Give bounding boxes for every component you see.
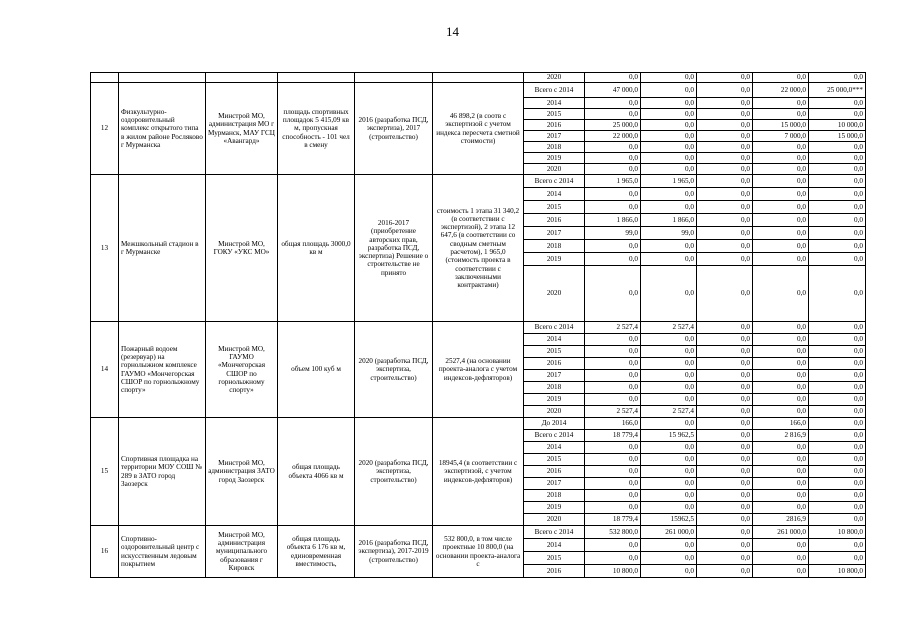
- value-cell: 0,0: [753, 253, 809, 266]
- empty-cell: [433, 73, 524, 83]
- value-cell: 0,0: [809, 370, 866, 382]
- value-cell: 0,0: [585, 164, 641, 175]
- value-cell: 0,0: [641, 266, 697, 322]
- value-cell: 0,0: [753, 454, 809, 466]
- year-cell: 2016: [524, 466, 585, 478]
- value-cell: 0,0: [809, 478, 866, 490]
- value-cell: 0,0: [585, 552, 641, 565]
- value-cell: 0,0: [697, 109, 753, 120]
- object-cost: 2527,4 (на основании проекта-аналога с учетом индексов-дефляторов): [433, 322, 524, 418]
- value-cell: 0,0: [641, 382, 697, 394]
- value-cell: 0,0: [697, 266, 753, 322]
- value-cell: 0,0: [753, 188, 809, 201]
- value-cell: 22 000,0: [585, 131, 641, 142]
- value-cell: 0,0: [697, 334, 753, 346]
- object-number: 16: [91, 526, 119, 578]
- year-cell: 2020: [524, 514, 585, 526]
- object-name: Спортивно-оздоровительный центр с искусственным ледовым покрытием: [119, 526, 206, 578]
- value-cell: 0,0: [697, 466, 753, 478]
- value-cell: 0,0: [697, 442, 753, 454]
- value-cell: 0,0: [697, 526, 753, 539]
- table-row: [91, 322, 866, 334]
- value-cell: 0,0: [697, 514, 753, 526]
- year-cell: 2015: [524, 552, 585, 565]
- object-parameters: площадь спортивных площадок 5 415,09 кв м, пропускная способность - 101 чел в смену: [278, 83, 355, 175]
- value-cell: 0,0: [641, 454, 697, 466]
- year-cell: 2014: [524, 98, 585, 109]
- value-cell: 0,0: [753, 394, 809, 406]
- value-cell: 47 000,0: [585, 83, 641, 98]
- value-cell: 0,0: [585, 394, 641, 406]
- value-cell: 532 800,0: [585, 526, 641, 539]
- value-cell: 0,0: [697, 552, 753, 565]
- value-cell: 0,0: [809, 382, 866, 394]
- year-cell: 2020: [524, 266, 585, 322]
- value-cell: 0,0: [809, 430, 866, 442]
- year-cell: 2015: [524, 346, 585, 358]
- value-cell: 0,0: [697, 454, 753, 466]
- value-cell: 2 527,4: [585, 322, 641, 334]
- year-cell: 2020: [524, 73, 585, 83]
- value-cell: 0,0: [697, 175, 753, 188]
- value-cell: 0,0: [641, 120, 697, 131]
- value-cell: 0,0: [753, 478, 809, 490]
- value-cell: 0,0: [641, 83, 697, 98]
- value-cell: 0,0: [697, 394, 753, 406]
- value-cell: 15 000,0: [753, 120, 809, 131]
- value-cell: 0,0: [697, 322, 753, 334]
- object-cost: 18945,4 (в соответствии с экспертизой, с учетом индексов-дефляторов): [433, 418, 524, 526]
- value-cell: 0,0: [641, 394, 697, 406]
- year-cell: 2018: [524, 240, 585, 253]
- value-cell: 7 000,0: [753, 131, 809, 142]
- year-cell: Всего с 2014: [524, 526, 585, 539]
- object-number: 13: [91, 175, 119, 322]
- year-cell: 2014: [524, 188, 585, 201]
- value-cell: 0,0: [753, 214, 809, 227]
- value-cell: 0,0: [753, 442, 809, 454]
- value-cell: 0,0: [753, 502, 809, 514]
- year-cell: 2017: [524, 227, 585, 240]
- object-term: 2016 (разработка ПСД, экспертиза), 2017 (строительство): [355, 83, 433, 175]
- value-cell: 0,0: [585, 142, 641, 153]
- value-cell: 0,0: [641, 188, 697, 201]
- value-cell: 0,0: [641, 131, 697, 142]
- value-cell: 0,0: [809, 502, 866, 514]
- object-number: 15: [91, 418, 119, 526]
- empty-cell: [206, 73, 278, 83]
- value-cell: 0,0: [809, 142, 866, 153]
- value-cell: 0,0: [809, 164, 866, 175]
- value-cell: 261 000,0: [753, 526, 809, 539]
- value-cell: 0,0: [753, 164, 809, 175]
- object-customer: Минстрой МО, администрация муниципального образования г Кировск: [206, 526, 278, 578]
- value-cell: 0,0: [809, 73, 866, 83]
- value-cell: 0,0: [809, 394, 866, 406]
- value-cell: 18 779,4: [585, 514, 641, 526]
- value-cell: 0,0: [585, 466, 641, 478]
- year-cell: 2019: [524, 253, 585, 266]
- year-cell: Всего с 2014: [524, 83, 585, 98]
- value-cell: 0,0: [641, 490, 697, 502]
- year-cell: До 2014: [524, 418, 585, 430]
- value-cell: 0,0: [697, 164, 753, 175]
- object-name: Пожарный водоем (резервуар) на горнолыжном комплексе ГАУМО «Мончегорская СШОР по горнолыжному спорту»: [119, 322, 206, 418]
- object-number: 14: [91, 322, 119, 418]
- year-cell: 2019: [524, 502, 585, 514]
- value-cell: 0,0: [809, 358, 866, 370]
- value-cell: 0,0: [697, 370, 753, 382]
- year-cell: 2014: [524, 539, 585, 552]
- value-cell: 99,0: [641, 227, 697, 240]
- value-cell: 0,0: [809, 346, 866, 358]
- value-cell: 0,0: [641, 164, 697, 175]
- value-cell: 0,0: [697, 490, 753, 502]
- value-cell: 0,0: [697, 382, 753, 394]
- value-cell: 15 000,0: [809, 131, 866, 142]
- value-cell: 261 000,0: [641, 526, 697, 539]
- value-cell: 0,0: [697, 131, 753, 142]
- value-cell: 0,0: [697, 153, 753, 164]
- table-row: [91, 175, 866, 188]
- value-cell: 0,0: [753, 322, 809, 334]
- object-customer: Минстрой МО, ГАУМО «Мончегорская СШОР по горнолыжному спорту»: [206, 322, 278, 418]
- object-customer: Минстрой МО, администрация МО г Мурманск, МАУ ГСЦ «Авангард»: [206, 83, 278, 175]
- value-cell: 0,0: [641, 370, 697, 382]
- value-cell: 2816,9: [753, 514, 809, 526]
- value-cell: 0,0: [753, 109, 809, 120]
- value-cell: 0,0: [697, 430, 753, 442]
- object-parameters: общая площадь объекта 6 176 кв м, единовременная вместимость,: [278, 526, 355, 578]
- value-cell: 0,0: [585, 358, 641, 370]
- value-cell: 0,0: [697, 188, 753, 201]
- value-cell: 0,0: [585, 539, 641, 552]
- value-cell: 2 527,4: [641, 406, 697, 418]
- value-cell: 0,0: [585, 334, 641, 346]
- object-number: 12: [91, 83, 119, 175]
- value-cell: 0,0: [753, 334, 809, 346]
- year-cell: 2017: [524, 370, 585, 382]
- value-cell: 0,0: [753, 240, 809, 253]
- value-cell: 0,0: [809, 188, 866, 201]
- value-cell: 25 000,0***: [809, 83, 866, 98]
- year-cell: 2019: [524, 394, 585, 406]
- year-cell: 2020: [524, 406, 585, 418]
- value-cell: 0,0: [753, 175, 809, 188]
- value-cell: 0,0: [753, 142, 809, 153]
- year-cell: 2015: [524, 109, 585, 120]
- object-name: Межшкольный стадион в г Мурманске: [119, 175, 206, 322]
- value-cell: 2 527,4: [585, 406, 641, 418]
- object-name: Спортивная площадка на территории МОУ СОШ № 289 в ЗАТО город Заозерск: [119, 418, 206, 526]
- value-cell: 0,0: [585, 153, 641, 164]
- value-cell: 0,0: [697, 120, 753, 131]
- year-cell: 2016: [524, 120, 585, 131]
- year-cell: 2018: [524, 142, 585, 153]
- year-cell: 2016: [524, 565, 585, 578]
- value-cell: 0,0: [809, 322, 866, 334]
- value-cell: 0,0: [585, 240, 641, 253]
- empty-cell: [119, 73, 206, 83]
- value-cell: 166,0: [753, 418, 809, 430]
- value-cell: 0,0: [753, 565, 809, 578]
- value-cell: 0,0: [641, 552, 697, 565]
- value-cell: 0,0: [753, 266, 809, 322]
- value-cell: 0,0: [585, 98, 641, 109]
- value-cell: 0,0: [641, 442, 697, 454]
- value-cell: 0,0: [753, 490, 809, 502]
- value-cell: 0,0: [697, 358, 753, 370]
- year-cell: Всего с 2014: [524, 430, 585, 442]
- value-cell: 0,0: [697, 502, 753, 514]
- value-cell: 10 000,0: [809, 120, 866, 131]
- value-cell: 0,0: [641, 109, 697, 120]
- value-cell: 0,0: [641, 358, 697, 370]
- value-cell: 0,0: [753, 73, 809, 83]
- value-cell: 0,0: [641, 201, 697, 214]
- value-cell: 10 800,0: [585, 565, 641, 578]
- table-row: [91, 418, 866, 430]
- value-cell: 1 965,0: [585, 175, 641, 188]
- value-cell: 0,0: [809, 253, 866, 266]
- value-cell: 0,0: [753, 358, 809, 370]
- object-cost: 46 898,2 (в соотв с экспертизой с учетом индекса пересчета сметной стоимости): [433, 83, 524, 175]
- value-cell: 0,0: [585, 188, 641, 201]
- value-cell: 0,0: [753, 466, 809, 478]
- value-cell: 0,0: [641, 142, 697, 153]
- value-cell: 1 866,0: [641, 214, 697, 227]
- value-cell: 0,0: [809, 454, 866, 466]
- value-cell: 0,0: [641, 478, 697, 490]
- value-cell: 0,0: [641, 334, 697, 346]
- table-row: [91, 73, 866, 83]
- year-cell: 2016: [524, 214, 585, 227]
- value-cell: 0,0: [585, 73, 641, 83]
- object-parameters: общая площадь объекта 4066 кв м: [278, 418, 355, 526]
- value-cell: 0,0: [753, 406, 809, 418]
- value-cell: 0,0: [585, 266, 641, 322]
- value-cell: 0,0: [585, 454, 641, 466]
- value-cell: 0,0: [697, 73, 753, 83]
- value-cell: 2 527,4: [641, 322, 697, 334]
- object-cost: стоимость 1 этапа 31 340,2 (в соответствии с экспертизой), 2 этапа 12 647,6 (в соответствии со сводным сметным расчетом), 1 965,0 (стоимость проекта в соответствии с заключенными контрактами): [433, 175, 524, 322]
- year-cell: 2020: [524, 164, 585, 175]
- year-cell: 2014: [524, 334, 585, 346]
- value-cell: 0,0: [753, 153, 809, 164]
- value-cell: 0,0: [809, 153, 866, 164]
- value-cell: 0,0: [585, 201, 641, 214]
- value-cell: 0,0: [641, 98, 697, 109]
- page-number: 14: [446, 24, 459, 39]
- year-cell: 2018: [524, 490, 585, 502]
- value-cell: 0,0: [641, 418, 697, 430]
- object-term: 2016-2017 (приобретение авторских прав, разработка ПСД, экспертиза) Решение о строительстве не принято: [355, 175, 433, 322]
- empty-cell: [91, 73, 119, 83]
- value-cell: 15962,5: [641, 514, 697, 526]
- value-cell: 0,0: [585, 253, 641, 266]
- value-cell: 22 000,0: [753, 83, 809, 98]
- value-cell: 0,0: [585, 346, 641, 358]
- value-cell: 0,0: [809, 514, 866, 526]
- value-cell: 0,0: [697, 539, 753, 552]
- value-cell: 2 816,9: [753, 430, 809, 442]
- value-cell: 0,0: [809, 466, 866, 478]
- value-cell: 0,0: [809, 442, 866, 454]
- value-cell: 0,0: [585, 382, 641, 394]
- value-cell: 0,0: [809, 552, 866, 565]
- year-cell: 2014: [524, 442, 585, 454]
- object-term: 2020 (разработка ПСД, экспертиза, строительство): [355, 322, 433, 418]
- value-cell: 0,0: [809, 539, 866, 552]
- value-cell: 0,0: [809, 227, 866, 240]
- value-cell: 166,0: [585, 418, 641, 430]
- value-cell: 0,0: [641, 253, 697, 266]
- value-cell: 0,0: [697, 240, 753, 253]
- value-cell: 0,0: [641, 240, 697, 253]
- value-cell: 0,0: [697, 565, 753, 578]
- value-cell: 18 779,4: [585, 430, 641, 442]
- value-cell: 0,0: [753, 227, 809, 240]
- value-cell: 0,0: [697, 253, 753, 266]
- value-cell: 0,0: [585, 370, 641, 382]
- table-row: [91, 526, 866, 539]
- year-cell: 2019: [524, 153, 585, 164]
- value-cell: 0,0: [753, 382, 809, 394]
- year-cell: 2017: [524, 478, 585, 490]
- value-cell: 0,0: [697, 201, 753, 214]
- value-cell: 10 800,0: [809, 565, 866, 578]
- value-cell: 0,0: [641, 346, 697, 358]
- object-parameters: общая площадь 3000,0 кв м: [278, 175, 355, 322]
- value-cell: 0,0: [697, 142, 753, 153]
- object-parameters: объем 100 куб м: [278, 322, 355, 418]
- value-cell: 0,0: [585, 109, 641, 120]
- object-customer: Минстрой МО, администрация ЗАТО город Заозерск: [206, 418, 278, 526]
- year-cell: 2018: [524, 382, 585, 394]
- value-cell: 0,0: [641, 153, 697, 164]
- value-cell: 0,0: [753, 346, 809, 358]
- year-cell: 2017: [524, 131, 585, 142]
- year-cell: Всего с 2014: [524, 175, 585, 188]
- value-cell: 25 000,0: [585, 120, 641, 131]
- value-cell: 0,0: [697, 83, 753, 98]
- value-cell: 1 965,0: [641, 175, 697, 188]
- value-cell: 0,0: [697, 227, 753, 240]
- year-cell: Всего с 2014: [524, 322, 585, 334]
- value-cell: 0,0: [641, 539, 697, 552]
- value-cell: 0,0: [809, 109, 866, 120]
- value-cell: 0,0: [697, 214, 753, 227]
- value-cell: 0,0: [753, 98, 809, 109]
- object-term: 2020 (разработка ПСД, экспертиза, строительство): [355, 418, 433, 526]
- empty-cell: [278, 73, 355, 83]
- object-customer: Минстрой МО, ГОКУ «УКС МО»: [206, 175, 278, 322]
- value-cell: 0,0: [641, 565, 697, 578]
- value-cell: 0,0: [753, 370, 809, 382]
- object-name: Физкультурно-оздоровительный комплекс открытого типа в жилом районе Росляково г Мурманска: [119, 83, 206, 175]
- value-cell: 0,0: [809, 406, 866, 418]
- value-cell: 0,0: [809, 334, 866, 346]
- table-row: [91, 83, 866, 98]
- value-cell: 0,0: [753, 539, 809, 552]
- year-cell: 2015: [524, 201, 585, 214]
- value-cell: 15 962,5: [641, 430, 697, 442]
- value-cell: 0,0: [809, 201, 866, 214]
- value-cell: 0,0: [585, 478, 641, 490]
- year-cell: 2016: [524, 358, 585, 370]
- value-cell: 0,0: [697, 346, 753, 358]
- value-cell: 0,0: [809, 214, 866, 227]
- value-cell: 0,0: [809, 240, 866, 253]
- value-cell: 0,0: [641, 466, 697, 478]
- object-term: 2016 (разработка ПСД, экспертиза), 2017-2019 (строительство): [355, 526, 433, 578]
- value-cell: 0,0: [697, 98, 753, 109]
- value-cell: 0,0: [753, 201, 809, 214]
- empty-cell: [355, 73, 433, 83]
- value-cell: 0,0: [753, 552, 809, 565]
- value-cell: 0,0: [809, 98, 866, 109]
- value-cell: 0,0: [809, 418, 866, 430]
- value-cell: 1 866,0: [585, 214, 641, 227]
- value-cell: 0,0: [697, 418, 753, 430]
- value-cell: 10 800,0: [809, 526, 866, 539]
- value-cell: 0,0: [585, 442, 641, 454]
- value-cell: 99,0: [585, 227, 641, 240]
- value-cell: 0,0: [809, 266, 866, 322]
- objects-table: [90, 72, 866, 578]
- value-cell: 0,0: [697, 478, 753, 490]
- value-cell: 0,0: [697, 406, 753, 418]
- object-cost: 532 800,0, в том числе проектные 10 800,0 (на основании проекта-аналога с: [433, 526, 524, 578]
- value-cell: 0,0: [585, 502, 641, 514]
- value-cell: 0,0: [641, 502, 697, 514]
- year-cell: 2015: [524, 454, 585, 466]
- value-cell: 0,0: [809, 490, 866, 502]
- value-cell: 0,0: [809, 175, 866, 188]
- value-cell: 0,0: [641, 73, 697, 83]
- value-cell: 0,0: [585, 490, 641, 502]
